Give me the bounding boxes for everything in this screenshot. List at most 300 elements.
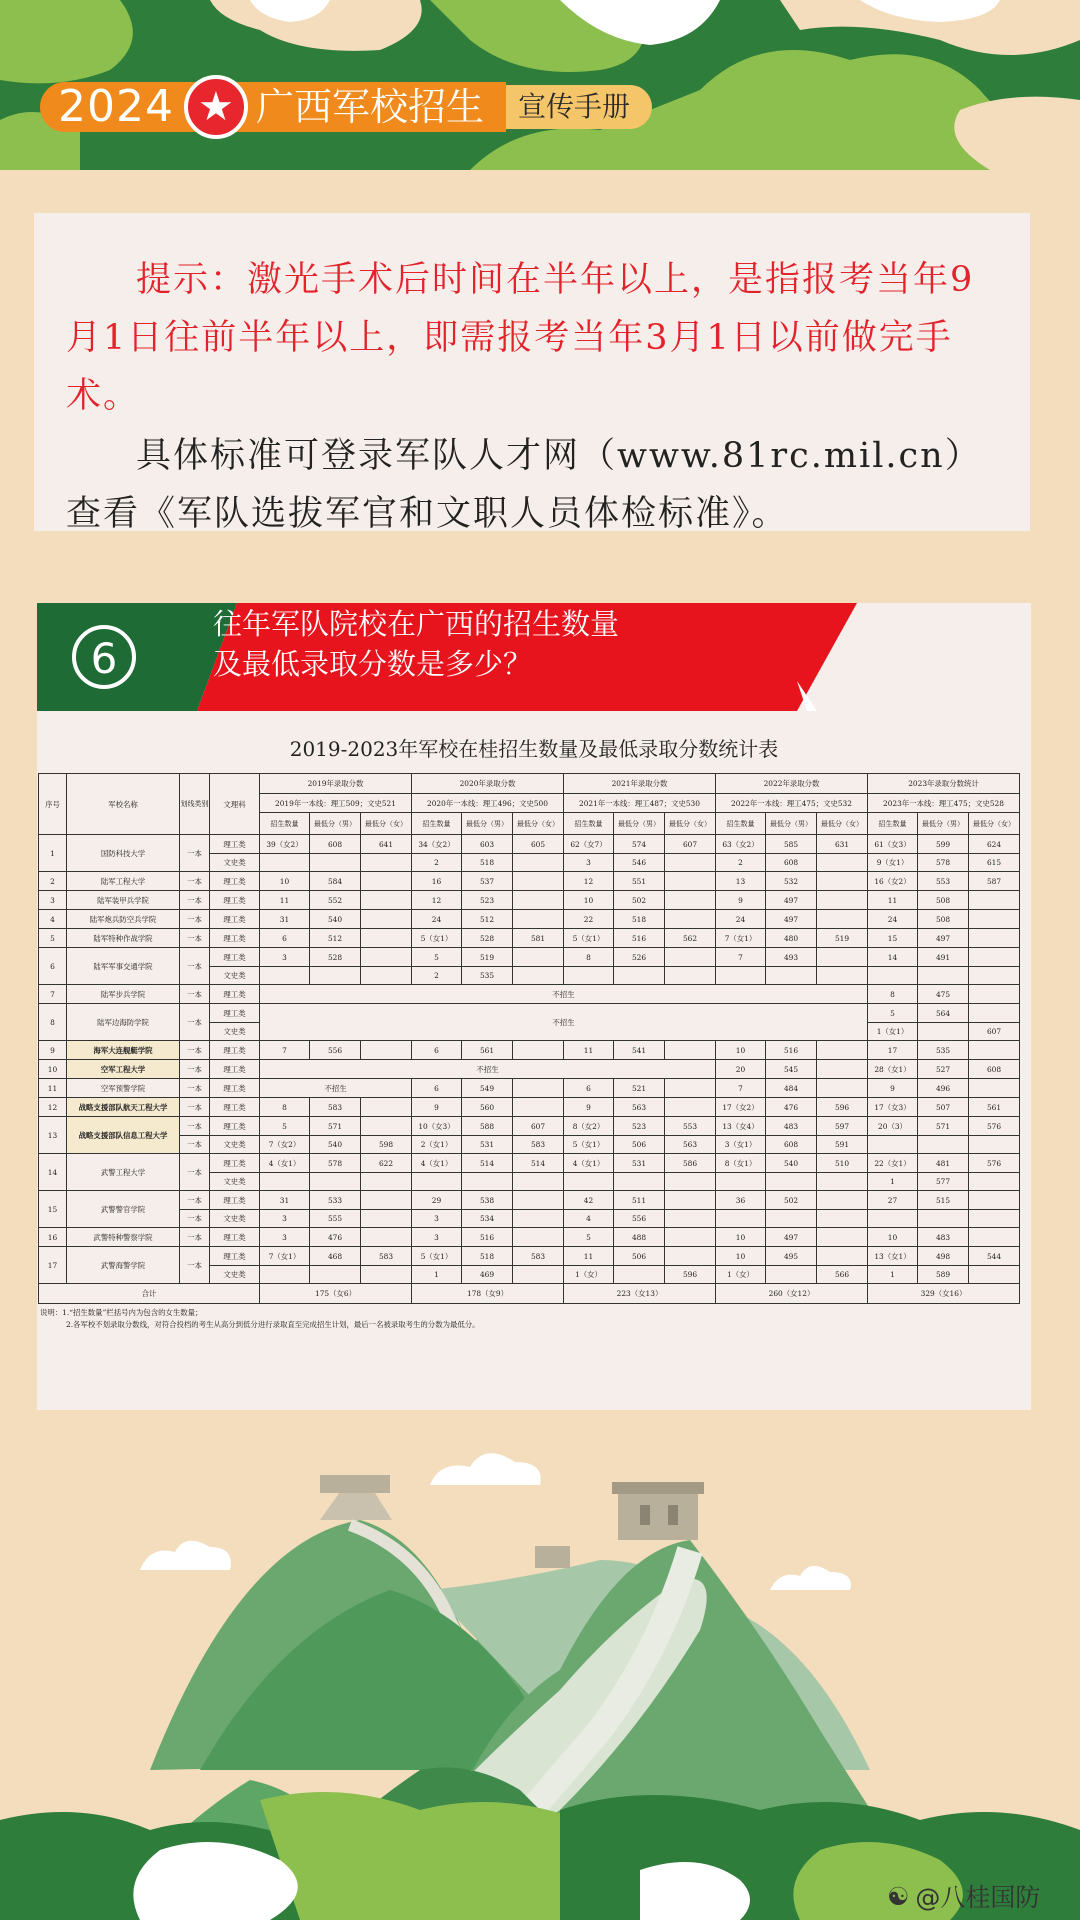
table-cell	[665, 948, 716, 967]
table-cell: 63（女2）	[716, 835, 766, 854]
total-row	[39, 1284, 1020, 1304]
row-stream: 理工类	[210, 929, 260, 948]
table-cell	[310, 967, 361, 985]
table-cell: 622	[361, 1154, 412, 1173]
row-tier: 一本	[180, 910, 210, 929]
table-cell: 5	[868, 1004, 918, 1023]
table-cell: 10	[260, 872, 310, 891]
table-cell: 31	[260, 1191, 310, 1210]
table-row	[39, 1041, 1020, 1060]
table-cell	[513, 891, 564, 910]
row-stream: 理工类	[210, 872, 260, 891]
header-year: 2024	[40, 82, 204, 132]
total-value: 223（女13）	[564, 1284, 716, 1304]
table-cell: 535	[918, 1041, 969, 1060]
table-cell: 488	[614, 1228, 665, 1247]
total-value: 178（女9）	[412, 1284, 564, 1304]
table-cell: 476	[766, 1098, 817, 1117]
table-cell: 10	[716, 1247, 766, 1266]
table-cell	[665, 1098, 716, 1117]
notice-box	[34, 213, 1030, 534]
table-cell: 552	[310, 891, 361, 910]
table-cell: 564	[918, 1004, 969, 1023]
table-cell	[665, 1079, 716, 1098]
table-cell	[361, 967, 412, 985]
header-title	[40, 82, 652, 132]
table-cell	[665, 854, 716, 872]
table-cell: 534	[462, 1210, 513, 1228]
row-seq: 15	[39, 1191, 67, 1228]
table-cell	[817, 1210, 868, 1228]
table-cell	[513, 1210, 564, 1228]
table-cell	[766, 1266, 817, 1284]
table-cell: 10	[868, 1228, 918, 1247]
table-cell: 510	[817, 1154, 868, 1173]
row-tier: 一本	[180, 985, 210, 1004]
school-name: 陆军边海防学院	[67, 1004, 180, 1041]
table-cell: 5	[564, 1228, 614, 1247]
table-cell: 506	[614, 1247, 665, 1266]
school-name: 陆军步兵学院	[67, 985, 180, 1004]
table-cell: 624	[969, 835, 1020, 854]
table-row	[39, 1060, 1020, 1079]
table-cell: 1	[868, 1266, 918, 1284]
table-cell: 491	[918, 948, 969, 967]
table-cell	[513, 967, 564, 985]
table-cell: 31	[260, 910, 310, 929]
year-cutoff-line: 2021年一本线：理工487；文史530	[564, 794, 716, 813]
table-cell: 532	[766, 872, 817, 891]
table-cell	[665, 1191, 716, 1210]
table-row	[39, 1228, 1020, 1247]
table-cell: 511	[614, 1191, 665, 1210]
row-seq: 5	[39, 929, 67, 948]
table-cell	[817, 891, 868, 910]
table-cell: 571	[310, 1117, 361, 1136]
table-cell	[361, 1210, 412, 1228]
sub-header-cell: 最低分（女）	[969, 813, 1020, 835]
notice-red-text: 提示：激光手术后时间在半年以上，是指报考当年9月1日往前半年以上，即需报考当年3月1日以前做完手术。	[66, 260, 975, 416]
table-cell: 468	[310, 1247, 361, 1266]
row-seq: 14	[39, 1154, 67, 1191]
school-name: 陆军炮兵防空兵学院	[67, 910, 180, 929]
table-cell: 1（女）	[716, 1266, 766, 1284]
table-cell	[513, 1228, 564, 1247]
table-cell: 523	[614, 1117, 665, 1136]
table-cell: 5（女1）	[412, 1247, 462, 1266]
table-cell: 2	[412, 854, 462, 872]
table-cell: 556	[614, 1210, 665, 1228]
table-row	[39, 1117, 1020, 1136]
table-cell: 546	[614, 854, 665, 872]
table-cell: 527	[918, 1060, 969, 1079]
table-cell	[361, 1041, 412, 1060]
table-row	[39, 985, 1020, 1004]
table-cell	[361, 1117, 412, 1136]
table-cell: 8（女2）	[564, 1117, 614, 1136]
no-recruit-cell: 不招生	[260, 1060, 716, 1079]
header-tier: 划线类别	[180, 774, 210, 835]
table-cell: 596	[665, 1266, 716, 1284]
table-cell: 6	[260, 929, 310, 948]
row-stream: 理工类	[210, 1154, 260, 1173]
year-cutoff-line: 2019年一本线：理工509；文史521	[260, 794, 412, 813]
school-name: 武警工程大学	[67, 1154, 180, 1191]
table-cell	[969, 1228, 1020, 1247]
table-cell: 507	[918, 1098, 969, 1117]
table-cell	[868, 967, 918, 985]
table-cell: 556	[310, 1041, 361, 1060]
table-cell	[361, 1266, 412, 1284]
table-row	[39, 1191, 1020, 1210]
row-seq: 1	[39, 835, 67, 872]
row-seq: 3	[39, 891, 67, 910]
header-title-text: 广西军校招生	[236, 82, 506, 132]
table-cell	[969, 910, 1020, 929]
sub-header-cell: 招生数量	[412, 813, 462, 835]
table-cell	[361, 1098, 412, 1117]
row-stream: 理工类	[210, 1191, 260, 1210]
row-stream: 文史类	[210, 1136, 260, 1154]
table-cell: 1	[412, 1266, 462, 1284]
table-row	[39, 910, 1020, 929]
table-cell: 4（女1）	[564, 1154, 614, 1173]
table-cell	[969, 1079, 1020, 1098]
row-tier: 一本	[180, 1154, 210, 1191]
school-name: 陆军军事交通学院	[67, 948, 180, 985]
table-cell: 1	[868, 1173, 918, 1191]
table-cell: 583	[513, 1136, 564, 1154]
header-subtitle: 宣传手册	[506, 85, 652, 129]
table-row	[39, 948, 1020, 967]
row-tier: 一本	[180, 948, 210, 985]
row-seq: 9	[39, 1041, 67, 1060]
table-cell: 11	[868, 891, 918, 910]
table-cell: 8（女1）	[716, 1154, 766, 1173]
table-cell: 562	[665, 929, 716, 948]
table-cell: 607	[969, 1023, 1020, 1041]
table-cell	[969, 1173, 1020, 1191]
table-cell: 541	[614, 1041, 665, 1060]
table-row	[39, 891, 1020, 910]
table-cell: 13	[716, 872, 766, 891]
table-cell	[969, 1210, 1020, 1228]
row-stream: 文史类	[210, 1210, 260, 1228]
school-name: 武警特种警察学院	[67, 1228, 180, 1247]
table-cell	[513, 1191, 564, 1210]
table-cell: 506	[614, 1136, 665, 1154]
sub-header-cell: 最低分（女）	[817, 813, 868, 835]
table-cell: 39（女2）	[260, 835, 310, 854]
table-cell: 608	[969, 1060, 1020, 1079]
row-seq: 13	[39, 1117, 67, 1154]
table-cell: 7（女2）	[260, 1136, 310, 1154]
table-cell	[665, 1210, 716, 1228]
school-name: 武警警官学院	[67, 1191, 180, 1228]
table-cell	[716, 1173, 766, 1191]
table-cell: 544	[969, 1247, 1020, 1266]
table-cell: 6	[412, 1079, 462, 1098]
row-seq: 2	[39, 872, 67, 891]
table-cell: 22	[564, 910, 614, 929]
table-cell: 5	[412, 948, 462, 967]
row-stream: 理工类	[210, 1079, 260, 1098]
sub-header-cell: 最低分（男）	[462, 813, 513, 835]
table-cell	[513, 1079, 564, 1098]
table-cell	[665, 967, 716, 985]
table-cell: 483	[766, 1117, 817, 1136]
sub-header-cell: 最低分（女）	[513, 813, 564, 835]
table-cell: 523	[462, 891, 513, 910]
table-cell	[817, 1228, 868, 1247]
row-seq: 11	[39, 1079, 67, 1098]
table-cell: 3（女1）	[716, 1136, 766, 1154]
table-cell	[665, 872, 716, 891]
row-tier: 一本	[180, 929, 210, 948]
table-cell: 631	[817, 835, 868, 854]
table-cell: 9	[716, 891, 766, 910]
row-stream: 文史类	[210, 967, 260, 985]
watermark-text: @八桂国防	[915, 1883, 1041, 1912]
table-cell	[817, 1191, 868, 1210]
table-cell: 4（女1）	[260, 1154, 310, 1173]
school-name: 海军大连舰艇学院	[67, 1041, 180, 1060]
table-cell	[614, 1266, 665, 1284]
star-icon: ★	[184, 75, 248, 139]
table-cell: 549	[462, 1079, 513, 1098]
table-cell: 497	[766, 891, 817, 910]
table-cell: 515	[918, 1191, 969, 1210]
table-cell: 563	[665, 1136, 716, 1154]
section-question	[213, 604, 713, 684]
table-cell: 1（女）	[564, 1266, 614, 1284]
school-name: 陆军特种作战学院	[67, 929, 180, 948]
table-cell: 497	[766, 910, 817, 929]
table-cell: 5（女1）	[564, 929, 614, 948]
table-cell	[817, 872, 868, 891]
table-row	[39, 1154, 1020, 1173]
year-cutoff-line: 2020年一本线：理工496；文史500	[412, 794, 564, 813]
row-tier: 一本	[180, 1004, 210, 1041]
table-cell: 589	[918, 1266, 969, 1284]
table-cell	[462, 1173, 513, 1191]
row-stream: 文史类	[210, 1173, 260, 1191]
table-cell: 561	[462, 1041, 513, 1060]
table-cell: 607	[513, 1117, 564, 1136]
table-cell	[361, 1173, 412, 1191]
table-cell: 7	[716, 1079, 766, 1098]
sub-header-cell: 招生数量	[260, 813, 310, 835]
table-cell: 519	[817, 929, 868, 948]
table-cell: 581	[513, 929, 564, 948]
row-tier: 一本	[180, 891, 210, 910]
table-cell: 7（女1）	[260, 1247, 310, 1266]
table-cell	[310, 1266, 361, 1284]
table-cell: 20（3）	[868, 1117, 918, 1136]
table-cell: 2	[716, 854, 766, 872]
table-cell: 13（女1）	[868, 1247, 918, 1266]
table-cell	[260, 1173, 310, 1191]
table-cell: 574	[614, 835, 665, 854]
no-recruit-cell: 不招生	[260, 1079, 412, 1098]
table-notes	[40, 1307, 1020, 1331]
sub-header-cell: 招生数量	[868, 813, 918, 835]
sub-header-cell: 最低分（女）	[665, 813, 716, 835]
table-cell: 2（女1）	[412, 1136, 462, 1154]
table-cell	[817, 948, 868, 967]
table-cell: 15	[868, 929, 918, 948]
table-cell: 12	[412, 891, 462, 910]
table-cell: 561	[969, 1098, 1020, 1117]
total-value: 175（女6）	[260, 1284, 412, 1304]
table-cell: 10	[564, 891, 614, 910]
table-row	[39, 835, 1020, 854]
weibo-watermark	[887, 1878, 1040, 1914]
row-seq: 4	[39, 910, 67, 929]
table-cell	[513, 948, 564, 967]
table-cell: 512	[310, 929, 361, 948]
table-cell: 545	[766, 1060, 817, 1079]
table-cell	[260, 1266, 310, 1284]
section-question-line2: 及最低录取分数是多少？	[213, 647, 533, 681]
table-cell: 514	[513, 1154, 564, 1173]
table-cell: 4（女1）	[412, 1154, 462, 1173]
sub-header-cell: 最低分（男）	[918, 813, 969, 835]
table-cell: 480	[766, 929, 817, 948]
row-tier: 一本	[180, 1098, 210, 1117]
table-cell: 484	[766, 1079, 817, 1098]
table-cell	[918, 967, 969, 985]
table-cell: 7	[260, 1041, 310, 1060]
table-cell	[665, 910, 716, 929]
sub-header-cell: 最低分（男）	[766, 813, 817, 835]
table-cell: 560	[462, 1098, 513, 1117]
table-cell: 1（女1）	[868, 1023, 918, 1041]
table-cell	[817, 910, 868, 929]
table-row	[39, 1079, 1020, 1098]
table-cell	[310, 1173, 361, 1191]
table-cell: 576	[969, 1154, 1020, 1173]
table-cell	[817, 1060, 868, 1079]
weibo-logo-icon: ☯	[887, 1881, 910, 1911]
sub-header-cell: 最低分（男）	[614, 813, 665, 835]
row-stream: 理工类	[210, 1247, 260, 1266]
table-cell: 10	[716, 1041, 766, 1060]
year-label: 2019年录取分数	[260, 774, 412, 794]
row-tier: 一本	[180, 1136, 210, 1154]
cloud-icon	[140, 1453, 851, 1590]
table-cell: 516	[462, 1228, 513, 1247]
table-cell: 29	[412, 1191, 462, 1210]
table-cell	[766, 1210, 817, 1228]
table-cell	[513, 1266, 564, 1284]
school-name: 陆军工程大学	[67, 872, 180, 891]
table-cell: 8	[564, 948, 614, 967]
year-cutoff-line: 2023年一本线：理工475；文史528	[868, 794, 1020, 813]
table-cell	[969, 967, 1020, 985]
table-cell: 24	[412, 910, 462, 929]
table-row	[39, 1210, 1020, 1228]
table-cell: 10	[716, 1228, 766, 1247]
row-stream: 文史类	[210, 854, 260, 872]
row-stream: 理工类	[210, 1117, 260, 1136]
row-tier: 一本	[180, 1247, 210, 1284]
table-cell: 578	[918, 854, 969, 872]
row-seq: 10	[39, 1060, 67, 1079]
table-cell	[513, 872, 564, 891]
table-cell	[969, 1191, 1020, 1210]
table-cell: 608	[766, 1136, 817, 1154]
table-note: 说明：1.“招生数量”栏括号内为包含的女生数量；	[40, 1308, 203, 1317]
table-cell	[716, 967, 766, 985]
table-cell: 608	[310, 835, 361, 854]
table-cell: 10（女3）	[412, 1117, 462, 1136]
table-cell: 9	[868, 1079, 918, 1098]
school-name: 空军预警学院	[67, 1079, 180, 1098]
row-seq: 17	[39, 1247, 67, 1284]
table-cell: 3	[260, 948, 310, 967]
table-cell: 3	[412, 1210, 462, 1228]
table-cell: 514	[462, 1154, 513, 1173]
table-cell: 605	[513, 835, 564, 854]
table-cell: 535	[462, 967, 513, 985]
table-cell: 540	[310, 1136, 361, 1154]
table-cell: 591	[817, 1136, 868, 1154]
table-cell: 583	[361, 1247, 412, 1266]
table-cell	[969, 1266, 1020, 1284]
row-stream: 理工类	[210, 985, 260, 1004]
table-cell: 28（女1）	[868, 1060, 918, 1079]
table-cell: 586	[665, 1154, 716, 1173]
table-cell	[716, 1210, 766, 1228]
table-cell: 34（女2）	[412, 835, 462, 854]
table-cell: 540	[766, 1154, 817, 1173]
table-cell: 512	[462, 910, 513, 929]
row-tier: 一本	[180, 1210, 210, 1228]
table-cell: 42	[564, 1191, 614, 1210]
table-cell	[868, 1210, 918, 1228]
table-cell	[817, 1079, 868, 1098]
school-name: 陆军装甲兵学院	[67, 891, 180, 910]
table-cell: 598	[361, 1136, 412, 1154]
table-cell: 62（女7）	[564, 835, 614, 854]
row-seq: 8	[39, 1004, 67, 1041]
table-cell	[513, 1173, 564, 1191]
table-cell: 519	[462, 948, 513, 967]
row-tier: 一本	[180, 1060, 210, 1079]
table-cell: 5（女1）	[412, 929, 462, 948]
table-cell: 599	[918, 835, 969, 854]
table-cell	[918, 1210, 969, 1228]
table-cell: 516	[614, 929, 665, 948]
table-cell: 475	[918, 985, 969, 1004]
table-cell: 16	[412, 872, 462, 891]
table-cell: 3	[412, 1228, 462, 1247]
table-cell: 615	[969, 854, 1020, 872]
table-cell: 24	[868, 910, 918, 929]
table-cell: 538	[462, 1191, 513, 1210]
table-cell: 483	[918, 1228, 969, 1247]
table-cell	[817, 967, 868, 985]
table-cell: 3	[260, 1210, 310, 1228]
table-cell: 588	[462, 1117, 513, 1136]
table-row	[39, 872, 1020, 891]
year-label: 2021年录取分数	[564, 774, 716, 794]
table-cell: 3	[260, 1228, 310, 1247]
table-cell: 553	[665, 1117, 716, 1136]
admission-table-grid	[38, 773, 1020, 1304]
table-cell: 566	[817, 1266, 868, 1284]
